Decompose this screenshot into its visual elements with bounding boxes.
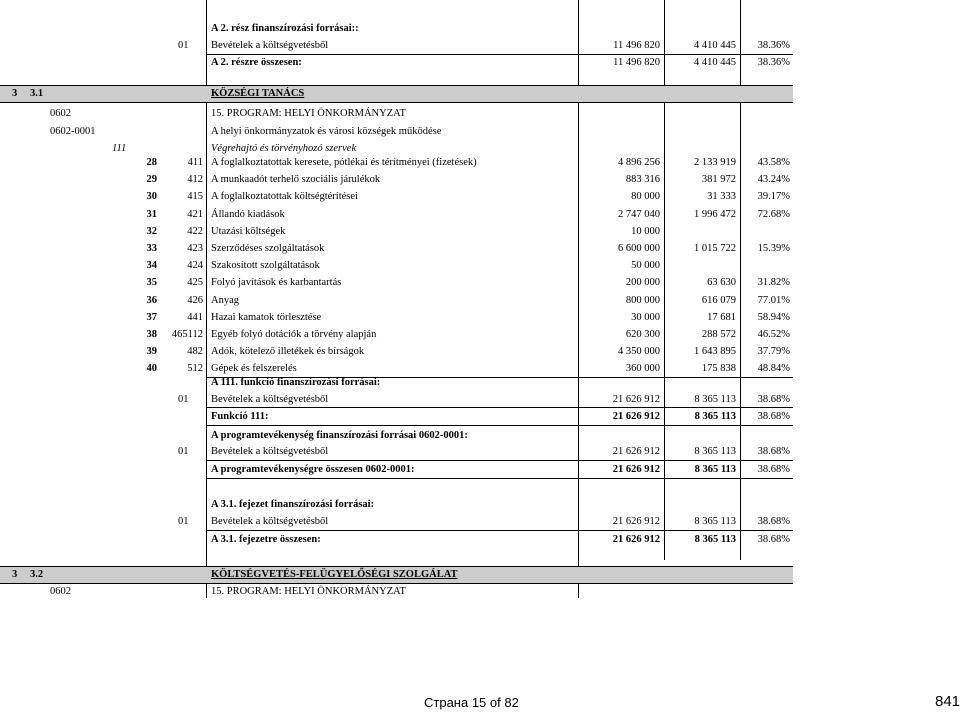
percent: 72.68% — [757, 209, 790, 220]
row-number: 38 — [146, 329, 157, 340]
expense-label: Folyó javítások és karbantartás — [211, 277, 342, 288]
program-title: 15. PROGRAM: HELYI ÖNKORMÁNYZAT — [211, 586, 406, 597]
program-code: 0602 — [50, 108, 71, 119]
section-heading: A 3.1. fejezet finanszírozási forrásai: — [211, 499, 375, 510]
amount-executed: 1 996 472 — [694, 209, 736, 220]
amount-executed: 288 572 — [701, 329, 736, 340]
amount-planned: 800 000 — [625, 295, 660, 306]
amount-planned: 360 000 — [625, 363, 660, 374]
percent: 38.68% — [757, 394, 790, 405]
total-underline — [207, 460, 793, 461]
amount-planned: 10 000 — [631, 226, 660, 237]
total-underline — [207, 478, 793, 479]
percent: 37.79% — [757, 346, 790, 357]
total-executed: 4 410 445 — [694, 57, 736, 68]
amount-planned: 4 896 256 — [618, 157, 660, 168]
source-label: Bevételek a költségvetésből — [211, 516, 329, 527]
economic-code: 465112 — [171, 329, 203, 340]
total-underline — [207, 425, 793, 426]
band-rule — [0, 566, 793, 567]
percent: 38.68% — [757, 446, 790, 457]
total-planned: 21 626 912 — [612, 534, 660, 545]
economic-code: 482 — [187, 346, 203, 357]
expense-label: A munkaadót terhelő szociális járulékok — [211, 174, 381, 185]
source-label: Bevételek a költségvetésből — [211, 446, 329, 457]
total-percent: 38.68% — [757, 464, 790, 475]
row-number: 31 — [146, 209, 157, 220]
amount-executed: 1 643 895 — [694, 346, 736, 357]
amount-executed: 381 972 — [701, 174, 736, 185]
economic-code: 421 — [187, 209, 203, 220]
row-number: 39 — [146, 346, 157, 357]
amount-executed: 8 365 113 — [694, 446, 736, 457]
percent: 43.24% — [757, 174, 790, 185]
amount-planned: 30 000 — [631, 312, 660, 323]
amount-executed: 175 838 — [701, 363, 736, 374]
expense-label: Állandó kiadások — [211, 209, 285, 220]
program-title: 15. PROGRAM: HELYI ÖNKORMÁNYZAT — [211, 108, 406, 119]
expense-label: Egyéb folyó dotációk a törvény alapján — [211, 329, 377, 340]
total-planned: 21 626 912 — [612, 464, 660, 475]
subprogram-code: 0602-0001 — [50, 126, 96, 137]
row-number: 36 — [146, 295, 157, 306]
row-number: 34 — [146, 260, 157, 271]
source-code: 01 — [178, 40, 189, 51]
amount-planned: 200 000 — [625, 277, 660, 288]
total-label: A 3.1. fejezetre összesen: — [211, 534, 321, 545]
source-code: 01 — [178, 446, 189, 457]
expense-label: Szerződéses szolgáltatások — [211, 243, 325, 254]
amount-executed: 63 630 — [707, 277, 736, 288]
percent: 31.82% — [757, 277, 790, 288]
function-title: Végrehajtó és törvényhozó szervek — [211, 143, 357, 154]
percent: 38.36% — [757, 40, 790, 51]
percent: 58.94% — [757, 312, 790, 323]
row-number: 33 — [146, 243, 157, 254]
total-label: Funkció 111: — [211, 411, 269, 422]
expense-label: Anyag — [211, 295, 239, 306]
economic-code: 424 — [187, 260, 203, 271]
expense-label: Adók, kötelező illetékek és bírságok — [211, 346, 365, 357]
economic-code: 423 — [187, 243, 203, 254]
amount-executed: 8 365 113 — [694, 516, 736, 527]
amount-executed: 8 365 113 — [694, 394, 736, 405]
amount-planned: 883 316 — [625, 174, 660, 185]
economic-code: 411 — [187, 157, 203, 168]
band-rule — [0, 85, 793, 86]
row-number: 30 — [146, 191, 157, 202]
amount-planned: 50 000 — [631, 260, 660, 271]
row-number: 40 — [146, 363, 157, 374]
amount-planned: 11 496 820 — [613, 40, 660, 51]
source-code: 01 — [178, 394, 189, 405]
expense-label: Hazai kamatok törlesztése — [211, 312, 322, 323]
amount-planned: 80 000 — [631, 191, 660, 202]
row-number: 35 — [146, 277, 157, 288]
expense-label: Utazási költségek — [211, 226, 286, 237]
row-number: 29 — [146, 174, 157, 185]
amount-planned: 21 626 912 — [612, 446, 660, 457]
row-number: 37 — [146, 312, 157, 323]
amount-executed: 1 015 722 — [694, 243, 736, 254]
total-underline — [207, 54, 793, 55]
total-executed: 8 365 113 — [694, 464, 736, 475]
row-number: 28 — [146, 157, 157, 168]
percent: 46.52% — [757, 329, 790, 340]
economic-code: 412 — [187, 174, 203, 185]
section-title: KÖZSÉGI TANÁCS — [211, 88, 305, 99]
subprogram-title: A helyi önkormányzatok és városi községek működése — [211, 126, 442, 137]
amount-executed: 17 681 — [707, 312, 736, 323]
source-label: Bevételek a költségvetésből — [211, 394, 329, 405]
total-planned: 11 496 820 — [613, 57, 660, 68]
total-percent: 38.68% — [757, 411, 790, 422]
total-executed: 8 365 113 — [694, 411, 736, 422]
section-subnumber: 3.1 — [30, 88, 44, 99]
economic-code: 426 — [187, 295, 203, 306]
amount-executed: 4 410 445 — [694, 40, 736, 51]
economic-code: 422 — [187, 226, 203, 237]
total-percent: 38.36% — [757, 57, 790, 68]
percent: 39.17% — [757, 191, 790, 202]
amount-executed: 2 133 919 — [694, 157, 736, 168]
page-footer-label: Страна 15 of 82 — [424, 695, 519, 710]
total-percent: 38.68% — [757, 534, 790, 545]
percent: 38.68% — [757, 516, 790, 527]
section-title: KÖLTSÉGVETÉS-FELÜGYELŐSÉGI SZOLGÁLAT — [211, 569, 458, 580]
band-rule — [0, 102, 793, 103]
amount-planned: 6 600 000 — [618, 243, 660, 254]
amount-planned: 4 350 000 — [618, 346, 660, 357]
percent: 15.39% — [757, 243, 790, 254]
function-code: 111 — [112, 143, 127, 154]
section-heading: A programtevékenység finanszírozási forrásai 0602-0001: — [211, 430, 468, 441]
total-underline — [207, 407, 793, 408]
total-label: A programtevékenységre összesen 0602-0001: — [211, 464, 415, 475]
expense-label: Szakosított szolgáltatások — [211, 260, 320, 271]
section-number: 3 — [12, 88, 18, 99]
economic-code: 425 — [187, 277, 203, 288]
percent: 48.84% — [757, 363, 790, 374]
section-subnumber: 3.2 — [30, 569, 44, 580]
amount-planned: 21 626 912 — [612, 394, 660, 405]
total-underline — [207, 530, 793, 531]
expense-label: Gépek és felszerelés — [211, 363, 297, 374]
economic-code: 415 — [187, 191, 203, 202]
row-number: 32 — [146, 226, 157, 237]
section-number: 3 — [12, 569, 18, 580]
source-code: 01 — [178, 516, 189, 527]
source-label: Bevételek a költségvetésből — [211, 40, 329, 51]
band-rule — [0, 583, 793, 584]
amount-planned: 21 626 912 — [612, 516, 660, 527]
section-band — [0, 85, 793, 102]
page-number: 841 — [935, 693, 960, 710]
percent: 43.58% — [757, 157, 790, 168]
economic-code: 512 — [187, 363, 203, 374]
amount-executed: 616 079 — [701, 295, 736, 306]
total-planned: 21 626 912 — [612, 411, 660, 422]
amount-planned: 620 300 — [625, 329, 660, 340]
percent: 77.01% — [757, 295, 790, 306]
amount-planned: 2 747 040 — [618, 209, 660, 220]
amount-executed: 31 333 — [707, 191, 736, 202]
expense-label: A foglalkoztatottak keresete, pótlékai és térítményei (fizetések) — [211, 157, 477, 168]
section-heading: A 2. rész finanszírozási forrásai:: — [211, 23, 359, 34]
economic-code: 441 — [187, 312, 203, 323]
section-heading: A 111. funkció finanszírozási forrásai: — [211, 377, 381, 388]
total-executed: 8 365 113 — [694, 534, 736, 545]
expense-label: A foglalkoztatottak költségtérítései — [211, 191, 358, 202]
program-code: 0602 — [50, 586, 71, 597]
total-label: A 2. részre összesen: — [211, 57, 302, 68]
